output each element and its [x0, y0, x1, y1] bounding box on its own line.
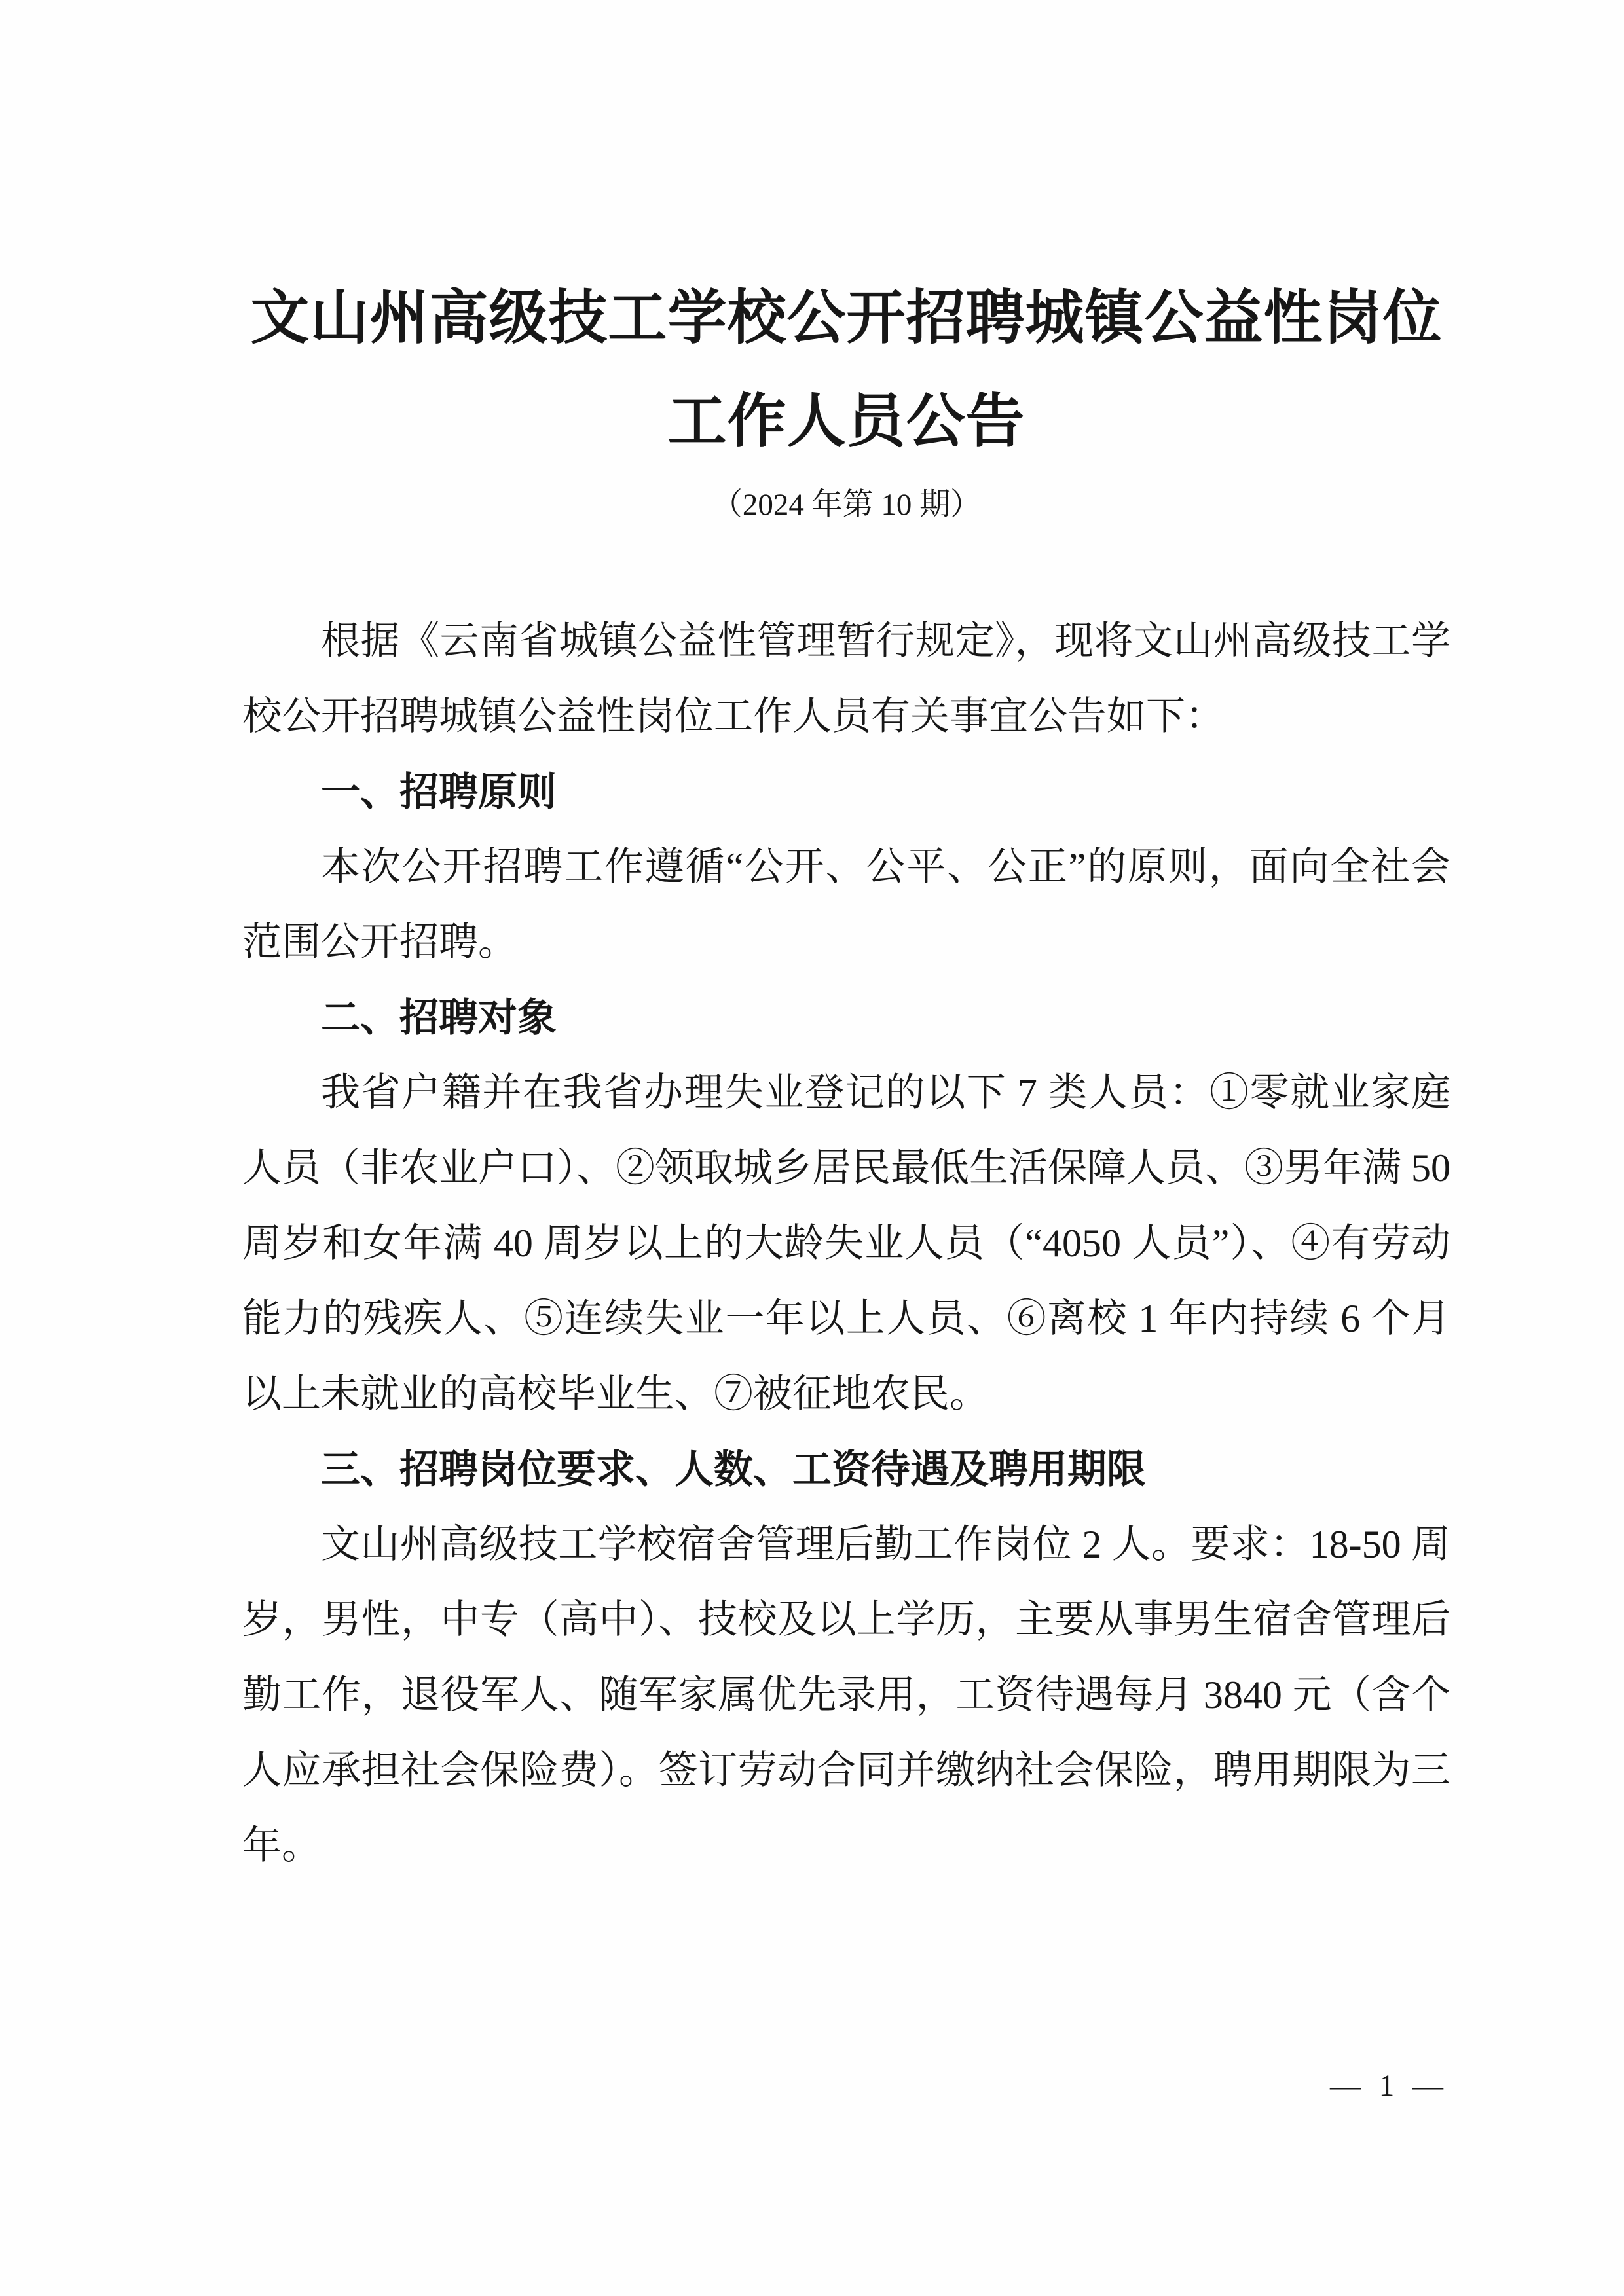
paragraph-eligible-targets: 我省户籍并在我省办理失业登记的以下 7 类人员：①零就业家庭人员（非农业户口）、②领取城乡居民最低生活保障人员、③男年满 50 周岁和女年满 40 周岁以上的大龄失业人员（“4050 人员”）、④有劳动能力的残疾人、⑤连续失业一年以上人员、⑥离校 1 年内持续 6 个月以上未就业的高校毕业生、⑦被征地农民。 — [242, 1071, 1450, 1415]
paragraph-principles: 本次公开招聘工作遵循“公开、公平、公正”的原则，面向全社会范围公开招聘。 — [242, 845, 1450, 964]
document-body — [242, 604, 1450, 1884]
document-content — [242, 267, 1450, 1884]
section-heading-3: 三、招聘岗位要求、人数、工资待遇及聘用期限 — [321, 1448, 1146, 1491]
page-number: — 1 — — [1330, 2069, 1449, 2103]
document-title-line-2: 工作人员公告 — [667, 390, 1025, 454]
section-heading-1: 一、招聘原则 — [321, 770, 557, 814]
paragraph-intro: 根据《云南省城镇公益性管理暂行规定》，现将文山州高级技工学校公开招聘城镇公益性岗位工作人员有关事宜公告如下： — [242, 619, 1450, 738]
document-title-line-1: 文山州高级技工学校公开招聘城镇公益性岗位 — [250, 286, 1443, 351]
paragraph-position-requirements: 文山州高级技工学校宿舍管理后勤工作岗位 2 人。要求：18-50 周岁，男性，中专（高中）、技校及以上学历，主要从事男生宿舍管理后勤工作，退役军人、随军家属优先录用，工资待遇每月 3840 元（含个人应承担社会保险费）。签订劳动合同并缴纳社会保险，聘用期限为三年。 — [242, 1523, 1450, 1867]
issue-line: （2024 年第 10 期） — [711, 488, 982, 522]
document-title — [242, 267, 1450, 474]
section-heading-2: 二、招聘对象 — [321, 996, 557, 1040]
